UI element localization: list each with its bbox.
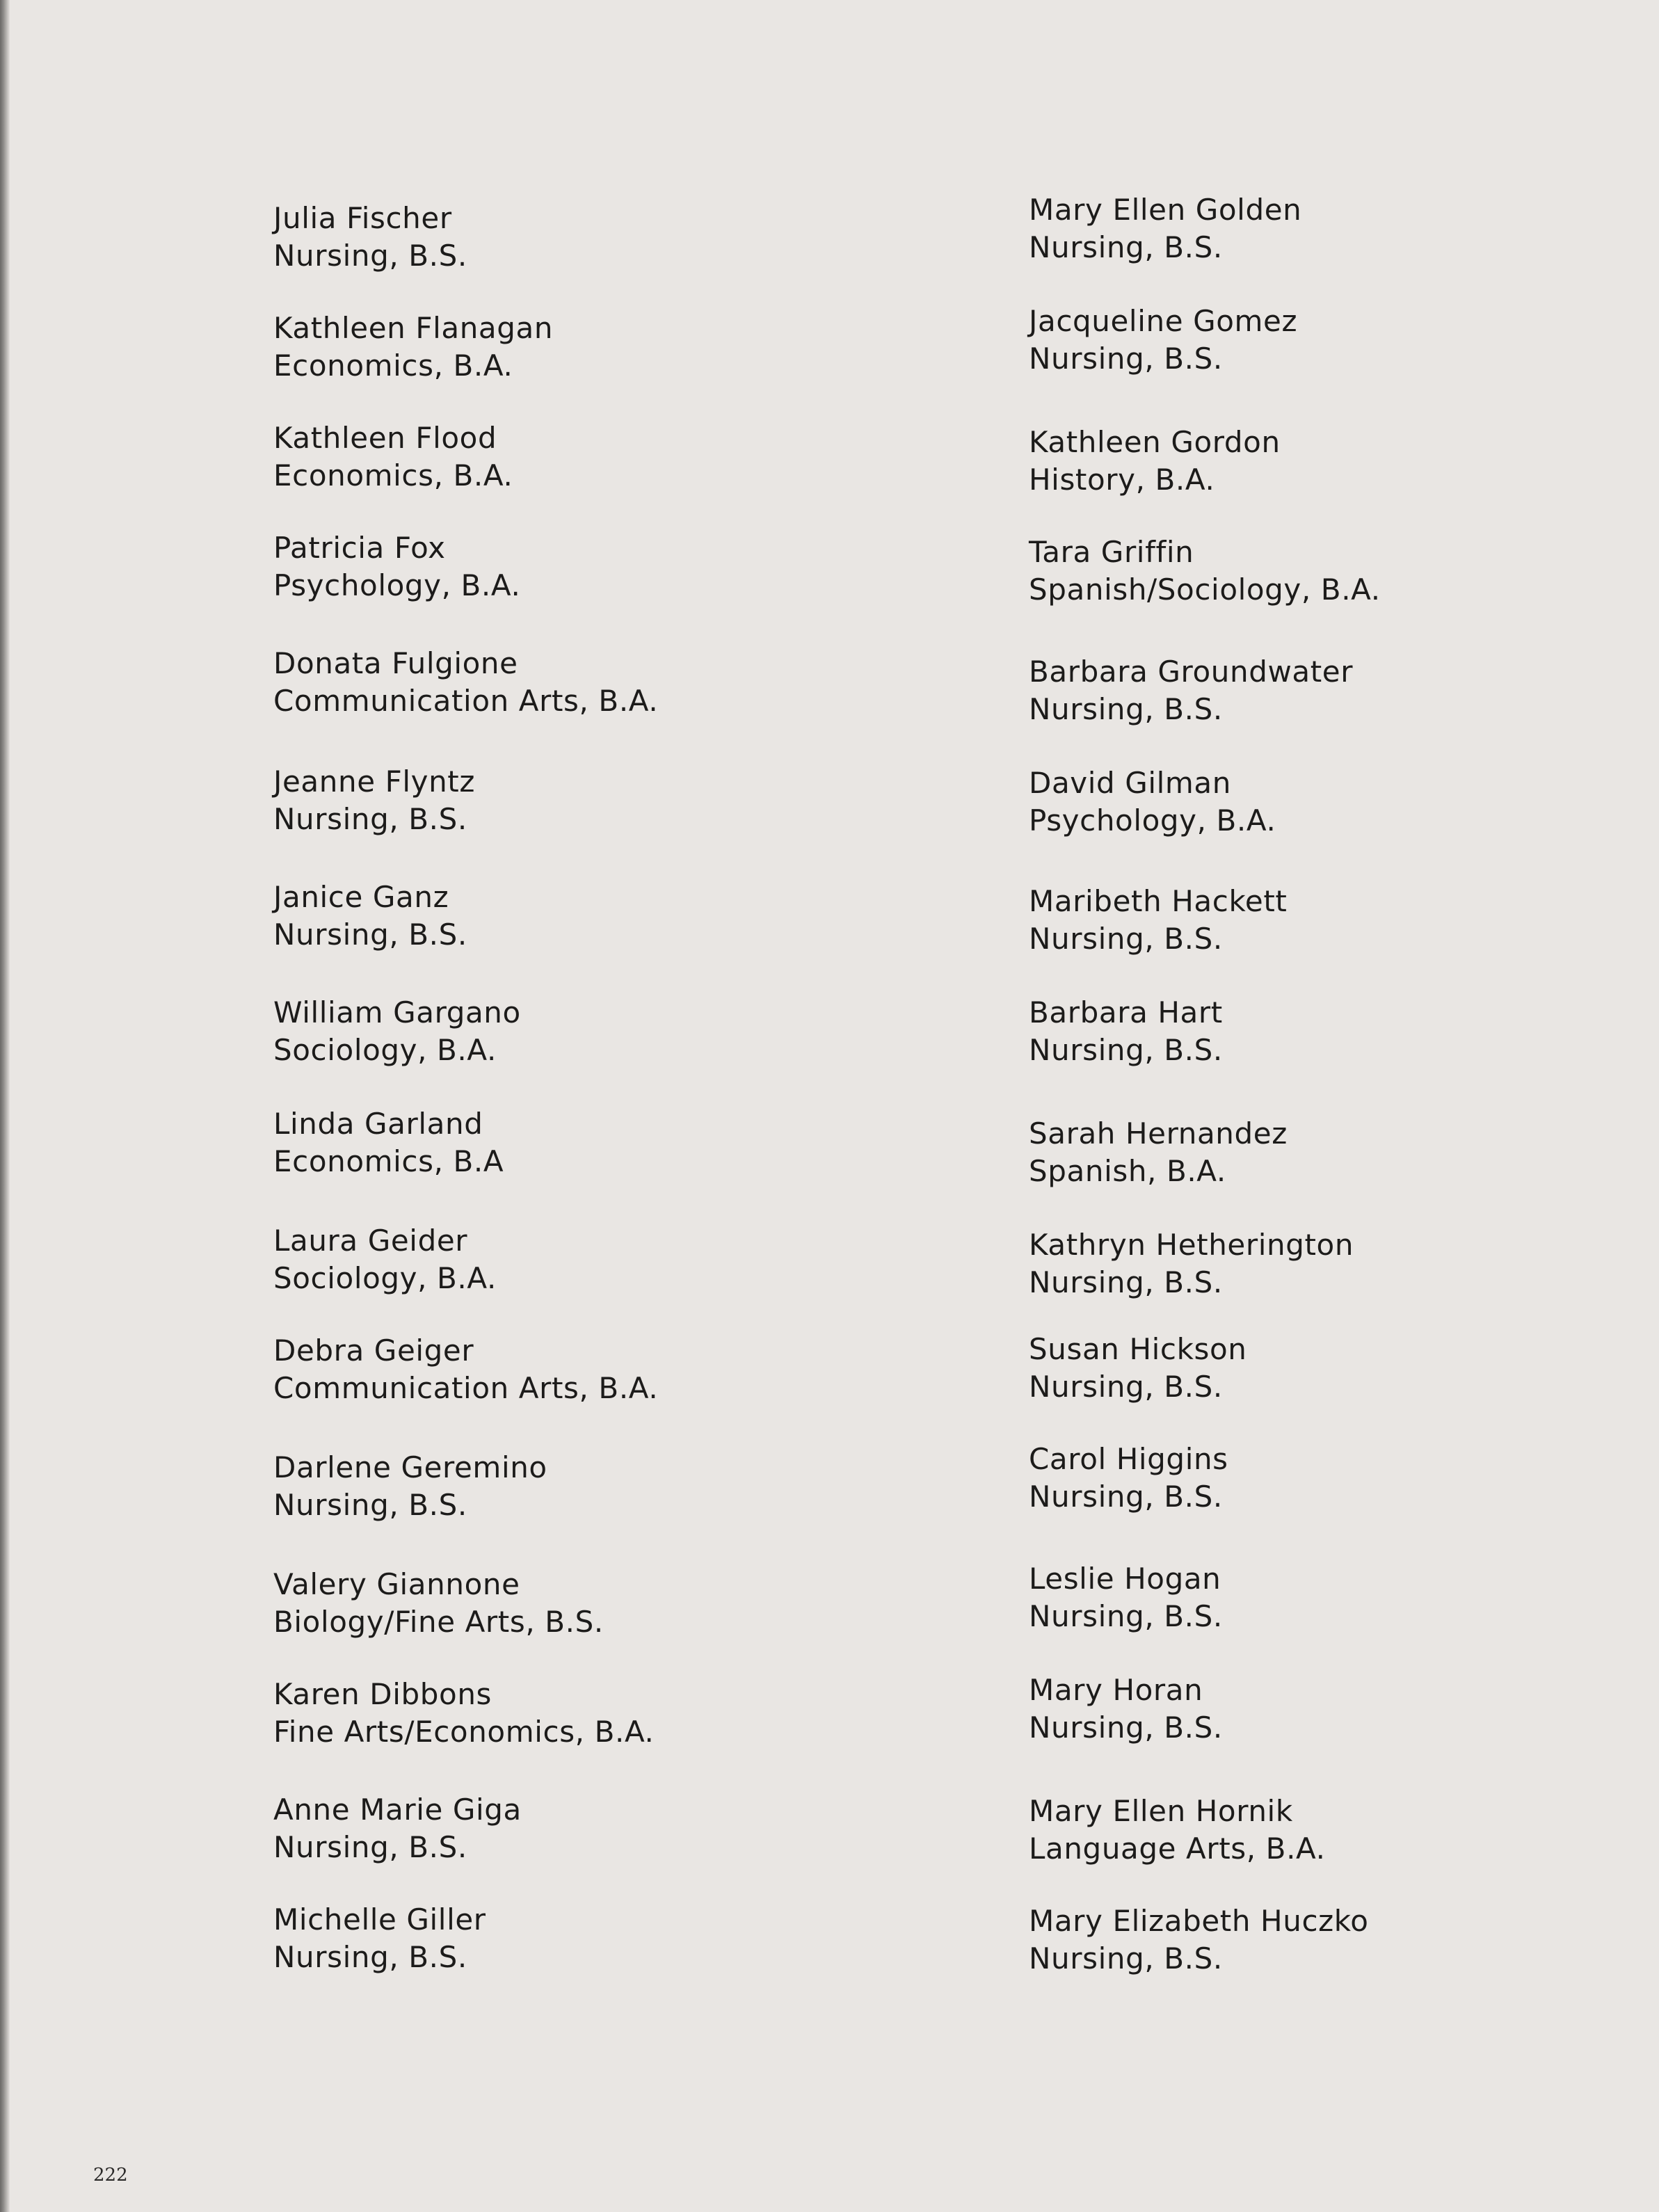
list-item <box>273 1222 497 1297</box>
graduate-name: Leslie Hogan <box>1029 1562 1221 1596</box>
list-item <box>1029 1560 1223 1635</box>
graduate-degree: Nursing, B.S. <box>273 1488 467 1522</box>
graduate-degree: Nursing, B.S. <box>1029 230 1223 264</box>
graduate-degree: Nursing, B.S. <box>1029 1710 1223 1745</box>
list-item <box>273 994 521 1069</box>
list-item <box>1029 1793 1326 1868</box>
graduate-degree: Nursing, B.S. <box>1029 1599 1223 1633</box>
graduate-name: Sarah Hernandez <box>1029 1116 1288 1151</box>
graduate-name: Barbara Hart <box>1029 995 1223 1029</box>
graduate-name: Valery Giannone <box>273 1567 520 1601</box>
list-item <box>1029 1115 1288 1190</box>
graduate-degree: Nursing, B.S. <box>273 917 467 952</box>
list-item <box>273 645 658 720</box>
graduate-name: Janice Ganz <box>273 880 449 914</box>
graduate-degree: Biology/Fine Arts, B.S. <box>273 1605 604 1639</box>
graduate-degree: Nursing, B.S. <box>1029 1941 1223 1975</box>
graduate-degree: Language Arts, B.A. <box>1029 1832 1326 1866</box>
graduate-name: Tara Griffin <box>1029 535 1194 569</box>
graduate-degree: Nursing, B.S. <box>273 1830 467 1864</box>
graduate-name: Mary Elizabeth Huczko <box>1029 1904 1369 1938</box>
list-item <box>1029 1441 1228 1516</box>
graduate-name: Laura Geider <box>273 1224 468 1258</box>
graduate-name: Julia Fischer <box>273 201 452 235</box>
graduate-degree: Sociology, B.A. <box>273 1261 497 1295</box>
graduate-degree: Nursing, B.S. <box>1029 1370 1223 1404</box>
graduate-degree: Psychology, B.A. <box>273 568 521 602</box>
graduate-degree: Economics, B.A. <box>273 458 513 492</box>
list-item <box>273 1105 504 1180</box>
graduate-name: Donata Fulgione <box>273 646 518 680</box>
graduate-name: Susan Hickson <box>1029 1332 1247 1366</box>
list-item <box>273 1901 486 1976</box>
graduate-degree: Psychology, B.A. <box>1029 803 1276 837</box>
graduate-name: Mary Horan <box>1029 1673 1203 1707</box>
page-number: 222 <box>93 2165 128 2186</box>
list-item <box>273 879 467 954</box>
graduate-degree: Nursing, B.S. <box>273 239 467 273</box>
list-item <box>273 1676 655 1751</box>
graduate-name: Darlene Geremino <box>273 1450 547 1484</box>
list-item <box>273 529 520 604</box>
list-item <box>1029 303 1297 378</box>
list-item <box>273 1449 547 1524</box>
graduate-name: Karen Dibbons <box>273 1677 492 1711</box>
graduate-degree: Nursing, B.S. <box>1029 1265 1223 1299</box>
graduate-degree: Communication Arts, B.A. <box>273 1371 659 1405</box>
graduate-name: Mary Ellen Hornik <box>1029 1794 1293 1828</box>
list-item <box>1029 1672 1223 1747</box>
graduate-name: Jeanne Flyntz <box>273 764 476 799</box>
graduate-degree: Nursing, B.S. <box>1029 342 1223 376</box>
graduate-name: Debra Geiger <box>273 1333 474 1368</box>
graduate-degree: Fine Arts/Economics, B.A. <box>273 1715 655 1749</box>
graduate-name: Kathleen Flanagan <box>273 311 554 345</box>
list-item <box>1029 653 1353 728</box>
graduate-name: Patricia Fox <box>273 531 446 565</box>
list-item <box>273 1791 522 1866</box>
graduate-degree: Nursing, B.S. <box>1029 1480 1223 1514</box>
graduate-name: Anne Marie Giga <box>273 1793 522 1827</box>
list-item <box>1029 534 1381 609</box>
list-item <box>1029 1902 1369 1978</box>
list-item <box>273 1332 658 1407</box>
list-item <box>1029 994 1223 1069</box>
graduate-degree: Spanish/Sociology, B.A. <box>1029 572 1381 607</box>
list-item <box>273 1566 604 1641</box>
graduate-name: William Gargano <box>273 995 521 1029</box>
graduate-name: Mary Ellen Golden <box>1029 193 1302 227</box>
graduate-name: Jacqueline Gomez <box>1029 304 1298 338</box>
graduate-degree: Nursing, B.S. <box>1029 922 1223 956</box>
graduate-name: Kathryn Hetherington <box>1029 1228 1354 1262</box>
graduate-degree: Nursing, B.S. <box>273 1940 467 1974</box>
graduate-degree: Spanish, B.A. <box>1029 1154 1226 1188</box>
list-item <box>1029 1331 1247 1406</box>
list-item <box>273 200 467 275</box>
list-item <box>273 419 513 495</box>
graduate-degree: Nursing, B.S. <box>273 802 467 836</box>
graduate-degree: Nursing, B.S. <box>1029 692 1223 726</box>
graduate-name: Barbara Groundwater <box>1029 655 1354 689</box>
graduate-degree: Sociology, B.A. <box>273 1033 497 1067</box>
graduate-name: David Gilman <box>1029 766 1231 800</box>
graduate-degree: History, B.A. <box>1029 463 1215 497</box>
graduate-degree: Nursing, B.S. <box>1029 1033 1223 1067</box>
list-item <box>1029 883 1287 958</box>
graduate-name: Kathleen Flood <box>273 421 497 455</box>
graduate-name: Kathleen Gordon <box>1029 425 1281 459</box>
page-binding-edge <box>0 0 10 2212</box>
graduate-degree: Economics, B.A. <box>273 348 513 383</box>
graduate-name: Linda Garland <box>273 1107 483 1141</box>
list-item <box>273 763 475 838</box>
list-item <box>1029 424 1281 499</box>
graduate-name: Maribeth Hackett <box>1029 884 1288 918</box>
list-item <box>273 310 553 385</box>
graduate-degree: Economics, B.A <box>273 1144 504 1178</box>
graduate-degree: Communication Arts, B.A. <box>273 684 659 718</box>
list-item <box>1029 1226 1354 1301</box>
list-item <box>1029 191 1301 266</box>
graduate-name: Carol Higgins <box>1029 1442 1228 1476</box>
graduate-name: Michelle Giller <box>273 1902 486 1937</box>
list-item <box>1029 764 1276 840</box>
